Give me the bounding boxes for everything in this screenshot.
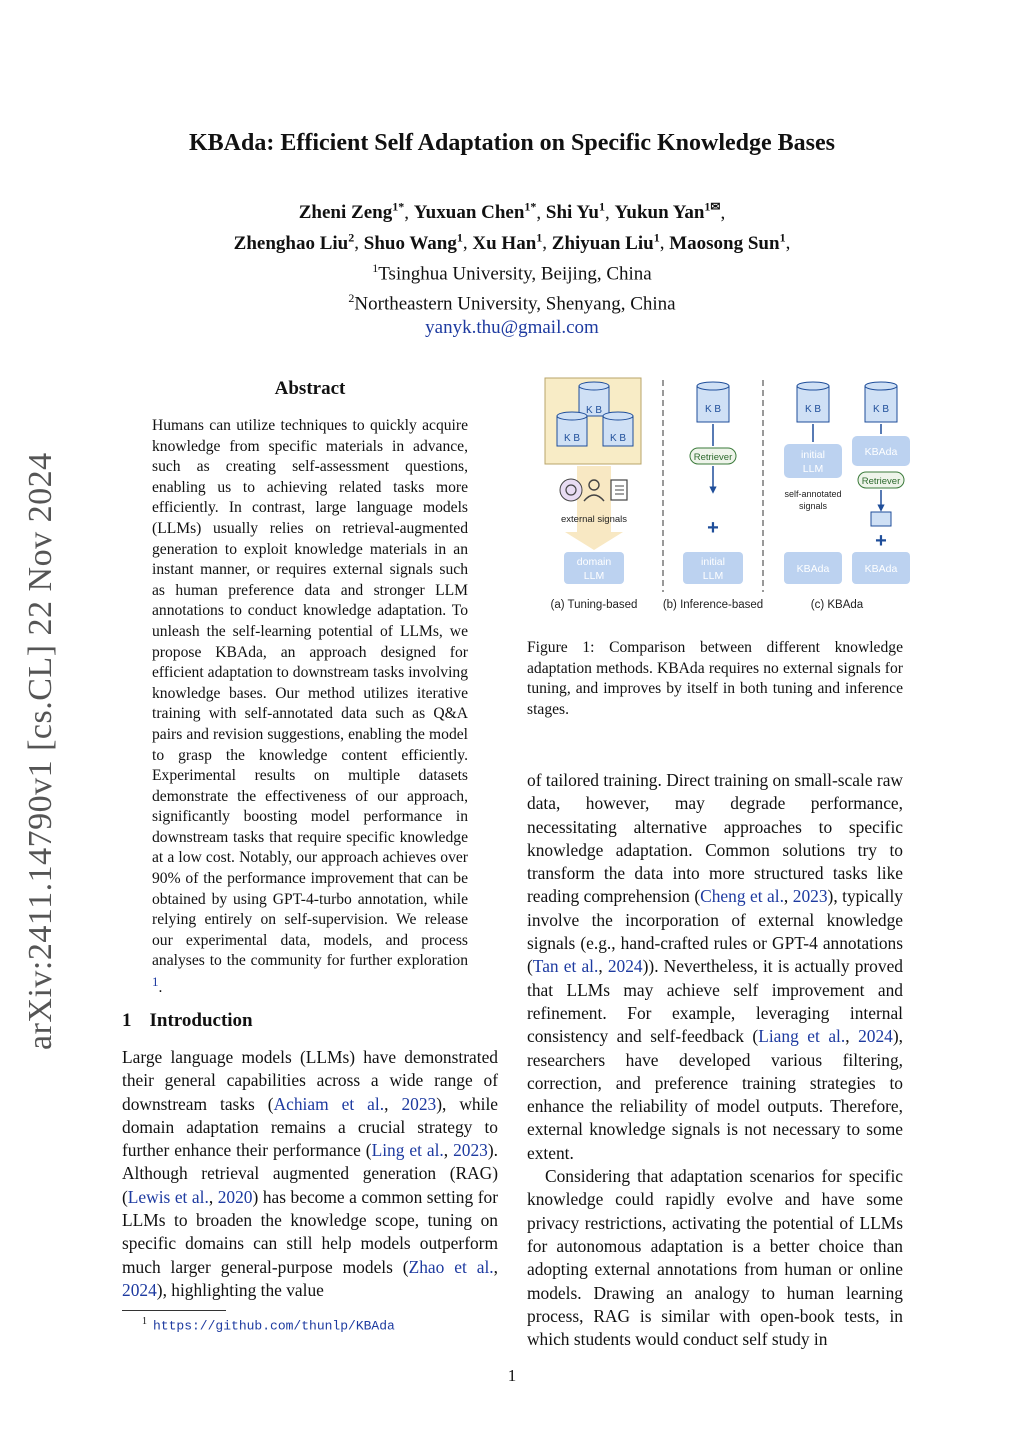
retriever-label: Retriever bbox=[861, 476, 901, 487]
svg-text:initial: initial bbox=[801, 449, 825, 461]
body-text: , bbox=[493, 1256, 498, 1277]
citation-link[interactable]: Ling et al. bbox=[371, 1140, 444, 1161]
author-affiliation-mark: 2 bbox=[348, 230, 355, 245]
author-affiliation-mark: 1 bbox=[598, 200, 605, 214]
author-affiliation-mark: 1 bbox=[536, 230, 543, 245]
svg-text:LLM: LLM bbox=[802, 463, 824, 475]
kb-database-icon bbox=[603, 412, 633, 446]
right-column-body bbox=[527, 769, 903, 1351]
introduction-paragraph bbox=[122, 1046, 498, 1302]
page-number: 1 bbox=[507, 1366, 517, 1385]
section-heading-introduction bbox=[122, 1010, 271, 1032]
body-text: , bbox=[208, 1186, 218, 1207]
body-text: of tailored training. Direct training on small-scale raw data, however, may degrade performance, necessitating alternative approaches to specific knowledge adaptation. Common solutions try to transform the data into more structured tasks like reading comprehension ( bbox=[527, 770, 903, 907]
body-text: , bbox=[598, 956, 608, 977]
abstract-text: Humans can utilize techniques to quickly acquire knowledge from specific materials in advance, such as creating self-assessment questions, enabling us to achieving related tasks more efficiently. In contrast, large language models (LLMs) usually relies on retrieval-augmented generation to exploit knowledge materials in an instant manner, or requires external signals such as human preference data and stronger LLM annotations to conduct knowledge adaptation. To unleash the self-learning potential of LLMs, we propose KBAda, an approach designed for efficient adaptation to downstream tasks involving knowledge bases. Our method utilizes iterative training with self-annotated data such as Q&A pairs and revision suggestions, enabling the model to grasp the knowledge content efficiently. Experimental results on multiple datasets demonstrate the effectiveness of our approach, significantly boosting model performance in downstream tasks that require specific knowledge at a low cost. Notably, our approach achieves over 90% of the performance improvement that can be obtained by using GPT-4-turbo annotation, while relying entirely on self-supervision. We release our experimental data, models, and process analyses to the community for further exploration $^1$. bbox=[152, 417, 468, 997]
kb-database-icon bbox=[579, 382, 609, 416]
author-email[interactable]: yanyk.thu@gmail.com bbox=[425, 317, 599, 339]
footnote: $^1$ https://github.com/thunlp/KBAda bbox=[142, 1316, 395, 1334]
figure-label-a: (a) Tuning-based bbox=[550, 599, 638, 611]
author-line-1: Zheni Zeng$^{1*}$, Yuxuan Chen$^{1*}$, Shi Yu$^1$, Yukun Yan$^{1✉}$, bbox=[298, 200, 726, 224]
svg-text:K B: K B bbox=[563, 433, 581, 444]
author-name: Yuxuan Chen$^{1*}$ bbox=[413, 200, 537, 224]
body-text: ) has become a common setting for LLMs to broaden the knowledge scope, tuning on specific domains can still help models outperform much larger general-purpose models ( bbox=[122, 1186, 498, 1277]
citation-link[interactable]: 2023 bbox=[453, 1140, 488, 1161]
citation-link[interactable]: Zhao et al. bbox=[408, 1256, 494, 1277]
citation-link[interactable]: Tan et al. bbox=[532, 956, 599, 977]
section-title: Introduction bbox=[149, 1010, 253, 1031]
citation-link[interactable]: Achiam et al. bbox=[273, 1093, 385, 1114]
svg-text:LLM: LLM bbox=[583, 570, 605, 582]
footnote-marker[interactable]: 1 bbox=[152, 974, 159, 990]
svg-text:initial: initial bbox=[701, 556, 725, 568]
author-line-2: Zhenghao Liu$^2$, Shuo Wang$^1$, Xu Han$^1$, Zhiyuan Liu$^1$, Maosong Sun$^1$, bbox=[233, 230, 791, 254]
author-affiliation-mark: 1* bbox=[392, 200, 405, 214]
author-affiliation-mark: 1* bbox=[524, 200, 537, 214]
author-affiliation-mark: 1✉ bbox=[704, 200, 721, 214]
author-name: Zheni Zeng$^{1*}$ bbox=[298, 200, 405, 224]
citation-link[interactable]: 2024 bbox=[122, 1279, 157, 1300]
external-signals-label: external signals bbox=[560, 514, 628, 525]
author-name: Xu Han$^1$ bbox=[472, 230, 543, 254]
body-text: , bbox=[845, 1026, 859, 1047]
body-text: Large language models (LLMs) have demonstrated their general capabilities across a wide range of downstream tasks ( bbox=[122, 1047, 498, 1114]
citation-link[interactable]: Liang et al. bbox=[758, 1026, 846, 1047]
affiliation-1: $^1$Tsinghua University, Beijing, China bbox=[372, 260, 652, 284]
author-name: Yukun Yan$^{1✉}$ bbox=[614, 200, 721, 224]
author-affiliation-mark: 1 bbox=[456, 230, 463, 245]
author-name: Shuo Wang$^1$ bbox=[363, 230, 463, 254]
body-text: )). Nevertheless, it is actually proved that LLMs may achieve self improvement and refinement. For example, leveraging internal consistency and self-feedback ( bbox=[527, 956, 903, 1047]
author-affiliation-mark: 1 bbox=[653, 230, 660, 245]
right-paragraph-1 bbox=[527, 769, 903, 1165]
author-name: Zhiyuan Liu$^1$ bbox=[551, 230, 660, 254]
svg-text:signals: signals bbox=[798, 501, 828, 511]
footnote-link[interactable]: https://github.com/thunlp/KBAda bbox=[153, 1318, 395, 1334]
section-number: 1 bbox=[122, 1010, 132, 1031]
citation-link[interactable]: 2024 bbox=[858, 1026, 893, 1047]
svg-text:+: + bbox=[707, 517, 719, 539]
svg-text:K B: K B bbox=[872, 404, 890, 415]
body-text: , bbox=[783, 886, 793, 907]
author-name: Maosong Sun$^1$ bbox=[669, 230, 786, 254]
svg-text:+: + bbox=[875, 530, 887, 552]
footnote-rule bbox=[122, 1310, 226, 1311]
svg-text:K B: K B bbox=[704, 404, 722, 415]
figure-label-b: (b) Inference-based bbox=[662, 599, 764, 611]
citation-link[interactable]: Cheng et al. bbox=[700, 886, 784, 907]
svg-text:K B: K B bbox=[804, 404, 822, 415]
svg-text:KBAda: KBAda bbox=[864, 563, 898, 575]
svg-text:LLM: LLM bbox=[702, 570, 724, 582]
kb-database-icon bbox=[865, 382, 897, 422]
openai-icon bbox=[560, 479, 582, 501]
author-name: Zhenghao Liu$^2$ bbox=[233, 230, 355, 254]
author-name: Shi Yu$^1$ bbox=[545, 200, 605, 224]
document-icon bbox=[611, 480, 627, 500]
citation-link[interactable]: 2024 bbox=[607, 956, 643, 977]
right-paragraph-2: Considering that adaptation scenarios for specific knowledge could rapidly evolve and have some privacy restrictions, activating the potential of LLMs for autonomous adaptation is a better choice than adopting external annotations from human or online models. Drawing an analogy to human learning process, RAG is similar with open-book tests, in which students would conduct self study in bbox=[527, 1166, 903, 1350]
abstract-heading: Abstract bbox=[274, 378, 346, 399]
citation-link[interactable]: 2023 bbox=[792, 886, 828, 907]
body-text: , bbox=[384, 1093, 402, 1114]
body-text: ), while domain adaptation remains a crucial strategy to further enhance their performance ( bbox=[122, 1093, 498, 1161]
body-text: ), researchers have developed various filtering, correction, and preference training strategies to enhance the reliability of model outputs. Therefore, external knowledge signals is not necessary to some extent. bbox=[527, 1026, 903, 1163]
figure-label-c: (c) KBAda bbox=[810, 599, 864, 611]
body-text: ), highlighting the value bbox=[156, 1279, 324, 1300]
figure-caption: Figure 1: Comparison between different knowledge adaptation methods. KBAda requires no external signals for tuning, and improves by itself in both tuning and inference stages. bbox=[527, 639, 903, 718]
svg-text:self-annotated: self-annotated bbox=[784, 489, 842, 499]
citation-link[interactable]: Lewis et al. bbox=[127, 1186, 209, 1207]
kb-database-icon bbox=[557, 412, 587, 446]
citation-link[interactable]: 2020 bbox=[217, 1186, 253, 1207]
body-text: ). Although retrieval augmented generation (RAG) ( bbox=[122, 1140, 498, 1207]
citation-link[interactable]: 2023 bbox=[401, 1093, 437, 1114]
author-affiliation-mark: 1 bbox=[779, 230, 786, 245]
affiliation-2: $^2$Northeastern University, Shenyang, China bbox=[348, 290, 676, 315]
svg-text:K B: K B bbox=[585, 405, 603, 416]
introduction-body bbox=[122, 1046, 498, 1302]
body-text: ), typically involve the incorporation of external knowledge signals (e.g., hand-crafted rules or GPT-4 annotations ( bbox=[527, 886, 903, 977]
retriever-label: Retriever bbox=[693, 452, 733, 463]
kb-database-icon bbox=[697, 382, 729, 422]
paper-title: KBAda: Efficient Self Adaptation on Specific Knowledge Bases bbox=[188, 130, 836, 156]
svg-text:KBAda: KBAda bbox=[796, 563, 830, 575]
svg-text:K B: K B bbox=[609, 433, 627, 444]
svg-text:KBAda: KBAda bbox=[864, 446, 898, 458]
kb-database-icon bbox=[797, 382, 829, 422]
arxiv-stamp: arXiv:2411.14790v1 [cs.CL] 22 Nov 2024 bbox=[22, 452, 59, 1050]
body-text: , bbox=[443, 1140, 454, 1161]
author-block bbox=[0, 195, 1024, 340]
svg-text:domain: domain bbox=[576, 556, 612, 568]
figure-1 bbox=[527, 372, 927, 622]
